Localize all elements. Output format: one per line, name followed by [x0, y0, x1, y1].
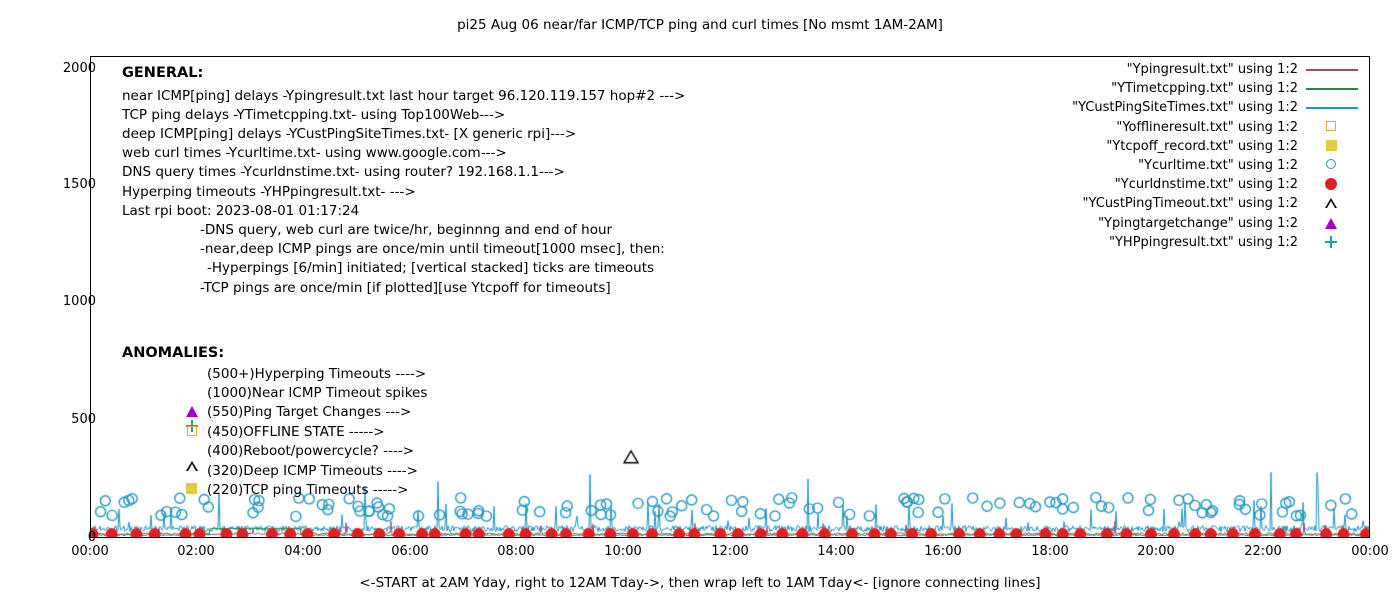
- general-indented-1: -near,deep ICMP pings are once/min until timeout[1000 msec], then:: [200, 241, 665, 257]
- chart-title: pi25 Aug 06 near/far ICMP/TCP ping and curl times [No msmt 1AM-2AM]: [457, 17, 943, 33]
- x-tick-1: 02:00: [177, 544, 215, 559]
- general-indented-3: -TCP pings are once/min [if plotted][use Ytcpoff for timeouts]: [200, 280, 611, 296]
- x-tick-10: 20:00: [1137, 544, 1175, 559]
- legend-item-8: [940, 214, 1360, 233]
- anomaly-label-5: (320)Deep ICMP Timeouts ---->: [207, 463, 418, 479]
- general-line-2: deep ICMP[ping] delays -YCustPingSiteTimes.txt- [X generic rpi]--->: [122, 126, 577, 142]
- anomaly-label-0: (500+)Hyperping Timeouts ---->: [207, 366, 427, 382]
- general-line-4: DNS query times -Ycurldnstime.txt- using router? 192.168.1.1--->: [122, 164, 565, 180]
- general-line-6: Last rpi boot: 2023-08-01 01:17:24: [122, 203, 360, 219]
- legend-key-line-icon: [1304, 60, 1360, 79]
- anomaly-marker-tcp-timeout-icon: [186, 483, 197, 494]
- legend-label-6: "Ycurldnstime.txt" using 1:2: [1114, 177, 1298, 193]
- x-tick-7: 14:00: [817, 544, 855, 559]
- legend-label-8: "Ypingtargetchange" using 1:2: [1098, 215, 1298, 231]
- legend-key-line-icon: [1304, 79, 1360, 98]
- legend-key-tri-fill-icon: [1304, 214, 1360, 233]
- x-tick-12: 00:00: [1351, 544, 1389, 559]
- legend-item-3: [940, 118, 1360, 137]
- x-tick-5: 10:00: [604, 544, 642, 559]
- general-line-5: Hyperping timeouts -YHPpingresult.txt- --->: [122, 184, 416, 200]
- legend-key-square-fill-icon: [1304, 137, 1360, 156]
- legend-label-5: "Ycurltime.txt" using 1:2: [1138, 158, 1298, 174]
- anomalies-heading: ANOMALIES:: [122, 345, 225, 361]
- x-tick-3: 06:00: [391, 544, 429, 559]
- y-tick-1000: 1000: [62, 294, 96, 309]
- x-tick-2: 04:00: [284, 544, 322, 559]
- legend-key-tri-open-icon: [1304, 194, 1360, 213]
- anomaly-label-3: (450)OFFLINE STATE ----->: [207, 424, 385, 440]
- legend-label-9: "YHPpingresult.txt" using 1:2: [1109, 234, 1298, 250]
- legend-item-0: [940, 60, 1360, 79]
- y-tick-500: 500: [71, 412, 96, 427]
- legend-label-3: "Yofflineresult.txt" using 1:2: [1116, 119, 1298, 135]
- x-tick-11: 22:00: [1244, 544, 1282, 559]
- y-tick-1500: 1500: [62, 177, 96, 192]
- legend-item-1: [940, 79, 1360, 98]
- general-line-3: web curl times -Ycurltime.txt- using www.google.com--->: [122, 145, 507, 161]
- legend-key-circle-open-icon: [1304, 156, 1360, 175]
- anomaly-marker-ping-target-change-icon: [186, 406, 198, 417]
- anomaly-marker-deep-icmp-timeout-icon: [186, 461, 198, 471]
- legend-item-2: [940, 98, 1360, 117]
- legend-key-line-icon: [1304, 98, 1360, 117]
- legend-item-9: [940, 233, 1360, 252]
- anomaly-label-1: (1000)Near ICMP Timeout spikes: [207, 385, 428, 401]
- y-tick-2000: 2000: [62, 61, 96, 76]
- legend-item-6: [940, 175, 1360, 194]
- anomaly-marker-offline-square-icon: [187, 426, 197, 436]
- general-line-1: TCP ping delays -YTimetcpping.txt- using Top100Web--->: [122, 107, 506, 123]
- legend: [940, 60, 1360, 252]
- x-tick-4: 08:00: [497, 544, 535, 559]
- legend-label-1: "YTimetcpping.txt" using 1:2: [1111, 81, 1298, 97]
- y-axis-label: [0, 257, 1, 292]
- anomaly-label-6: (220)TCP ping Timeouts ----->: [207, 482, 409, 498]
- general-heading: GENERAL:: [122, 65, 204, 81]
- x-tick-8: 16:00: [924, 544, 962, 559]
- general-line-0: near ICMP[ping] delays -Ypingresult.txt last hour target 96.120.119.157 hop#2 --->: [122, 88, 686, 104]
- general-indented-0: -DNS query, web curl are twice/hr, beginnng and end of hour: [200, 222, 613, 238]
- x-tick-0: 00:00: [71, 544, 109, 559]
- x-axis-label: <-START at 2AM Yday, right to 12AM Tday->, then wrap left to 1AM Tday<- [ignore connecting lines]: [359, 575, 1041, 591]
- anomaly-label-4: (400)Reboot/powercycle? ---->: [207, 443, 414, 459]
- x-tick-9: 18:00: [1031, 544, 1069, 559]
- anomaly-label-2: (550)Ping Target Changes --->: [207, 404, 412, 420]
- legend-label-0: "Ypingresult.txt" using 1:2: [1126, 62, 1298, 78]
- legend-key-square-open-icon: [1304, 118, 1360, 137]
- legend-label-2: "YCustPingSiteTimes.txt" using 1:2: [1072, 100, 1298, 116]
- legend-item-5: [940, 156, 1360, 175]
- legend-label-4: "Ytcpoff_record.txt" using 1:2: [1106, 138, 1298, 154]
- legend-key-plus-icon: [1304, 233, 1360, 252]
- y-tick-0: 0: [87, 530, 96, 545]
- legend-label-7: "YCustPingTimeout.txt" using 1:2: [1082, 196, 1298, 212]
- legend-item-4: [940, 137, 1360, 156]
- legend-key-circle-fill-icon: [1304, 175, 1360, 194]
- x-tick-6: 12:00: [711, 544, 749, 559]
- general-indented-2: -Hyperpings [6/min] initiated; [vertical stacked] ticks are timeouts: [207, 260, 655, 276]
- legend-item-7: [940, 194, 1360, 213]
